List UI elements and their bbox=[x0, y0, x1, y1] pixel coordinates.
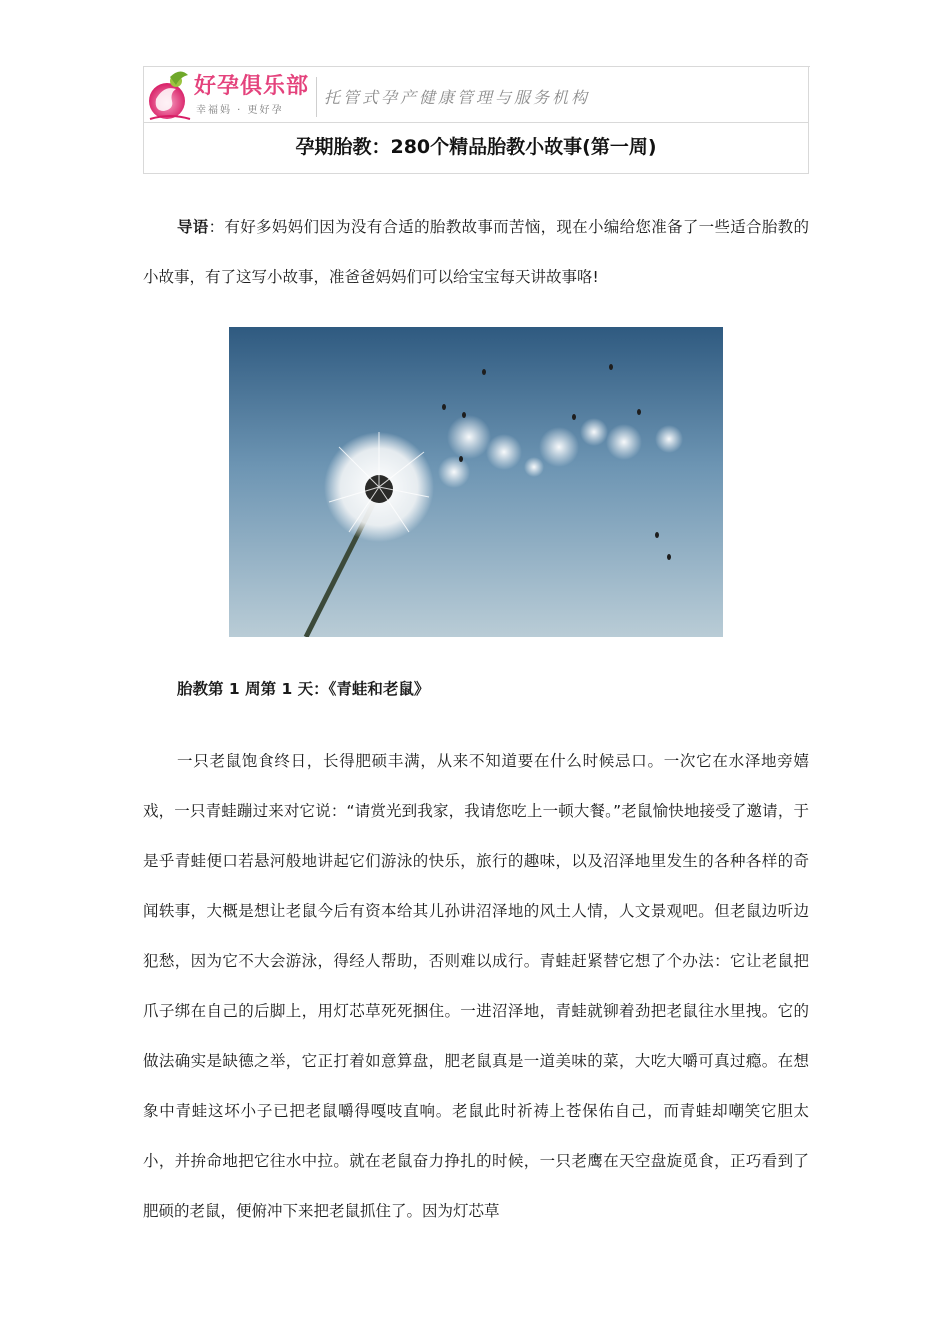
story-paragraph bbox=[143, 736, 809, 1236]
header-divider bbox=[316, 77, 317, 117]
dandelion-photo bbox=[229, 327, 723, 637]
brand-slogan: 幸福妈 · 更好孕 bbox=[196, 105, 284, 116]
intro-paragraph bbox=[143, 202, 809, 302]
brand-bar bbox=[144, 66, 810, 122]
pregnant-mother-logo-icon bbox=[146, 69, 192, 121]
story-text: 一只老鼠饱食终日，长得肥硕丰满，从来不知道要在什么时候忌口。一次它在水泽地旁嬉戏，一只青蛙蹦过来对它说：“请赏光到我家，我请您吃上一顿大餐。”老鼠愉快地接受了邀请，于是乎青蛙便口若悬河般地讲起它们游泳的快乐，旅行的趣味，以及沼泽地里发生的各种各样的奇闻轶事，大概是想让老鼠今后有资本给其儿孙讲沼泽地的风土人情，人文景观吧。但老鼠边听边犯愁，因为它不大会游泳，得经人帮助，否则难以成行。青蛙赶紧替它想了个办法：它让老鼠把爪子绑在自己的后脚上，用灯芯草死死捆住。一进沼泽地，青蛙就铆着劲把老鼠往水里拽。它的做法确实是缺德之举，它正打着如意算盘，肥老鼠真是一道美味的菜，大吃大嚼可真过瘾。在想象中青蛙这坏小子已把老鼠嚼得嘎吱直响。老鼠此时祈祷上苍保佑自己，而青蛙却嘲笑它胆太小，并拚命地把它往水中拉。就在老鼠奋力挣扎的时候，一只老鹰在天空盘旋觅食，正巧看到了肥硕的老鼠，便俯冲下来把老鼠抓住了。因为灯芯草 bbox=[143, 752, 809, 1220]
section-title: 胎教第 1 周第 1 天：《青蛙和老鼠》 bbox=[177, 680, 430, 698]
brand-tagline: 托管式孕产健康管理与服务机构 bbox=[324, 88, 591, 107]
page-title: 孕期胎教：280个精品胎教小故事(第一周) bbox=[295, 136, 657, 158]
header-rule bbox=[144, 122, 808, 123]
brand-name: 好孕俱乐部 bbox=[194, 74, 310, 99]
intro-lead: 导语 bbox=[177, 218, 209, 236]
page-header bbox=[143, 66, 809, 174]
intro-text: ：有好多妈妈们因为没有合适的胎教故事而苦恼，现在小编给您准备了一些适合胎教的小故事，有了这写小故事，准爸爸妈妈们可以给宝宝每天讲故事咯! bbox=[143, 218, 809, 286]
